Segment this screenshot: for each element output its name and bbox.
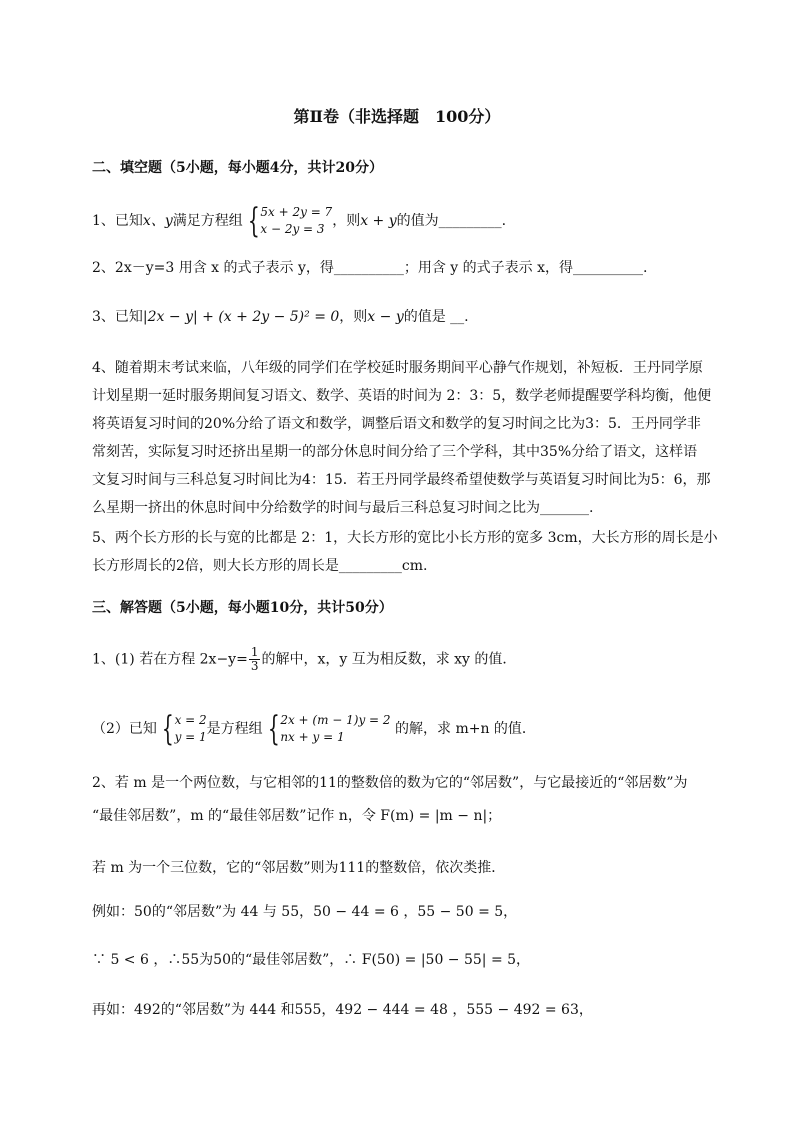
one-third-fraction <box>249 646 261 673</box>
q4-line: 将英语复习时间的20%分给了语文和数学，调整后语文和数学的复习时间之比为3：5．王丹同学非 <box>92 416 701 432</box>
q4-line: 计划星期一延时服务期间复习语文、数学、英语的时间为 2：3：5，数学老师提醒要学科均衡，他便 <box>92 388 712 404</box>
q3-suffix: 的值是 __. <box>403 309 469 325</box>
s1a-suffix: 的解中，x，y 互为相反数，求 xy 的值． <box>261 651 517 668</box>
fraction-denominator: 3 <box>250 659 259 673</box>
solve-question-2-line-2: “最佳邻居数”，m 的“最佳邻居数”记作 n，令 F(m) = |m − n|； <box>92 808 502 824</box>
s1b-eq-a: 2x + (m − 1)y = 2 <box>280 713 391 727</box>
fill-question-1 <box>92 201 507 241</box>
fraction-numerator: 1 <box>250 645 259 659</box>
page-title: 第Ⅱ卷（非选择题 100分） <box>293 107 501 126</box>
q5-line: 5、两个长方形的长与宽的比都是 2：1，大长方形的宽比小长方形的宽多 3cm，大长方形的周长是小 <box>92 530 718 546</box>
s1a-prefix: 1、(1) 若在方程 2x−y= <box>92 651 248 668</box>
solve-question-2-line-1: 2、若 m 是一个两位数，与它相邻的11的整数倍的数为它的“邻居数”，与它最接近的“邻居数”为 <box>92 775 688 791</box>
solve-question-2-line-5: ∵ 5 < 6 ，∴55为50的“最佳邻居数”，∴ F(50) = |50 − 55| = 5， <box>92 952 531 968</box>
q3-then: ，则 <box>339 309 368 325</box>
fill-question-4 <box>92 354 732 522</box>
s1b-line-b: y = 1 <box>174 730 207 744</box>
fill-question-2: 2、2x－y=3 用含 x 的式子表示 y，得__________；用含 y 的式子表示 x，得__________. <box>92 260 648 276</box>
s1b-line-a: x = 2 <box>174 713 207 727</box>
solve-question-1-part-1 <box>92 646 516 673</box>
s1b-eq-b: nx + y = 1 <box>280 730 345 744</box>
solve-question-2-line-6: 再如：492的“邻居数”为 444 和555，492 − 444 = 48 ，555 − 492 = 63， <box>92 1002 593 1018</box>
q4-line: 么星期一挤出的休息时间中分给数学的时间与最后三科总复习时间之比为_______. <box>92 500 594 516</box>
section-heading-solve: 三、解答题（5小题，每小题10分，共计50分） <box>92 600 393 616</box>
q4-line: 4、随着期末考试来临，八年级的同学们在学校延时服务期间平心静气作规划，补短板．王丹同学原 <box>92 360 703 376</box>
brace-icon: { <box>267 709 280 749</box>
solve-question-1-part-2 <box>92 709 536 749</box>
q1-prefix: 1、已知 <box>92 213 143 229</box>
q3-expr: |2x − y| + (x + 2y − 5)² = 0 <box>142 309 340 325</box>
q1-expr: x + y <box>360 213 397 229</box>
solution-system <box>157 709 207 749</box>
fill-question-3 <box>92 307 469 327</box>
solve-question-2-line-4: 例如：50的“邻居数”为 44 与 55，50 − 44 = 6 ，55 − 50 = 5， <box>92 904 518 920</box>
equation-system <box>263 709 391 749</box>
fill-question-5 <box>92 524 732 580</box>
q3-prefix: 3、已知 <box>92 309 143 325</box>
q1-then: ，则 <box>332 213 361 229</box>
solve-question-2-line-3: 若 m 为一个三位数，它的“邻居数”则为111的整数倍，依次类推． <box>92 860 506 876</box>
q1-suffix: 的值为_________. <box>396 213 507 229</box>
q1-equation-system <box>243 201 333 241</box>
q5-line: 长方形周长的2倍，则大长方形的周长是_________cm. <box>92 558 428 574</box>
brace-icon: { <box>247 201 260 241</box>
q1-eq1: 5x + 2y = 7 <box>260 205 333 219</box>
s1b-suffix: 的解，求 m+n 的值． <box>390 721 536 737</box>
q4-line: 文复习时间与三科总复习时间比为4：15．若王丹同学最终希望使数学与英语复习时间比为5：6，那 <box>92 472 711 488</box>
section-heading-fill-in: 二、填空题（5小题，每小题4分，共计20分） <box>92 160 383 176</box>
q3-expr2: x − y <box>367 309 404 325</box>
brace-icon: { <box>161 709 174 749</box>
q1-eq2: x − 2y = 3 <box>260 222 325 236</box>
s1b-mid: 是方程组 <box>206 721 263 737</box>
s1b-prefix: （2）已知 <box>92 721 157 737</box>
q1-mid: 满足方程组 <box>172 213 243 229</box>
q4-line: 常刻苦，实际复习时还挤出星期一的部分休息时间分给了三个学科，其中35%分给了语文，这样语 <box>92 444 698 460</box>
q1-vars: x、y <box>142 213 173 229</box>
